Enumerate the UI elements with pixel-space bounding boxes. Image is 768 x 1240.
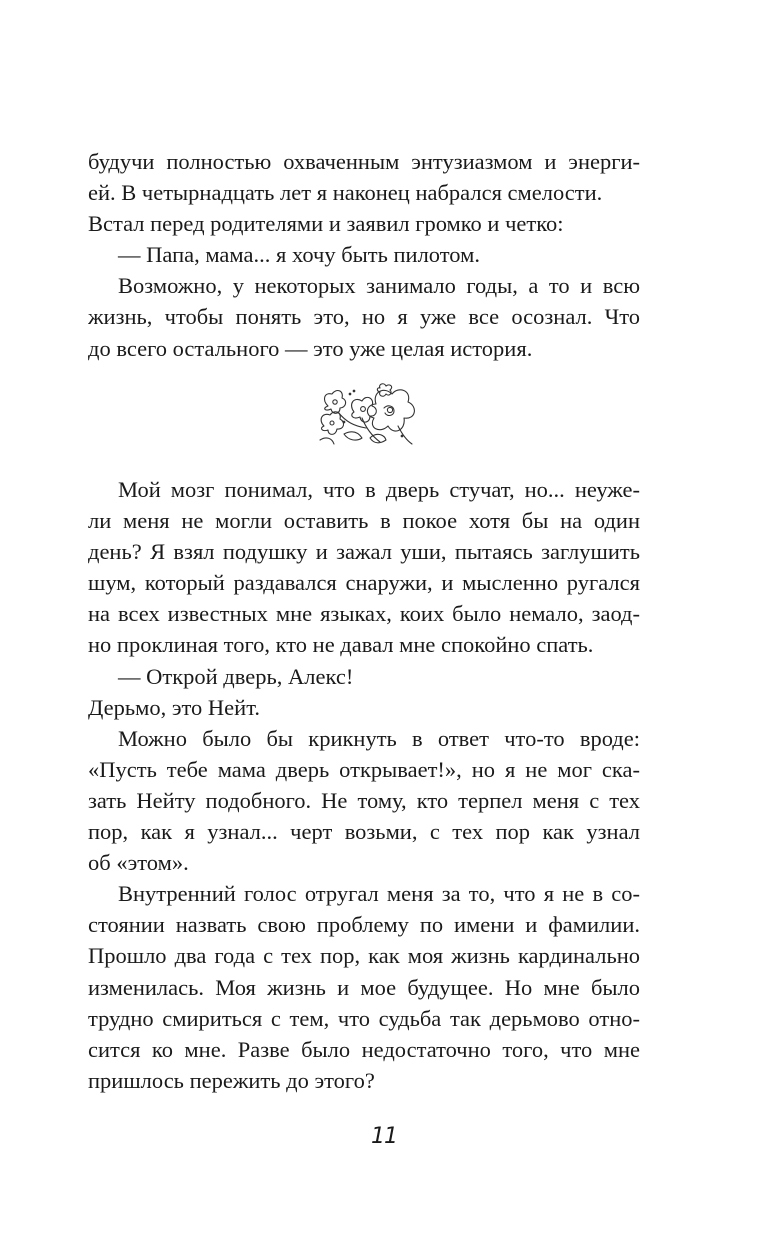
text-line: сится ко мне. Разве было недостаточно того, что мне <box>88 1036 640 1062</box>
text-line: трудно смириться с тем, что судьба так дерьмово отно- <box>88 1005 640 1031</box>
text-line: — Папа, мама... я хочу быть пилотом. <box>118 242 480 268</box>
text-line: день? Я взял подушку и зажал уши, пытаясь заглушить <box>88 539 640 565</box>
text-line: об «этом». <box>88 850 189 876</box>
text-line: до всего остального — это уже целая история. <box>88 335 533 361</box>
text-line: изменилась. Моя жизнь и мое будущее. Но мне было <box>88 974 640 1000</box>
flower-ornament-icon <box>314 382 420 452</box>
text-line: на всех известных мне языках, коих было немало, заод- <box>88 601 640 627</box>
text-line: шум, который раздавался снаружи, и мысленно ругался <box>88 570 640 596</box>
text-line: «Пусть тебе мама дверь открывает!», но я не мог ска- <box>88 756 640 782</box>
text-line: ей. В четырнадцать лет я наконец набрался смелости. <box>88 180 603 206</box>
page-number: 11 <box>371 1124 397 1149</box>
text-line: Встал перед родителями и заявил громко и четко: <box>88 211 564 237</box>
text-line: Внутренний голос отругал меня за то, что я не в со- <box>118 881 640 907</box>
text-line: но проклиная того, кто не давал мне спокойно спать. <box>88 632 594 658</box>
text-line: жизнь, чтобы понять это, но я уже все осознал. Что <box>88 304 640 330</box>
text-line: пришлось пережить до этого? <box>88 1067 375 1093</box>
text-line: ли меня не могли оставить в покое хотя бы на один <box>88 508 640 534</box>
text-line: стоянии назвать свою проблему по имени и фамилии. <box>88 912 640 938</box>
text-line: Мой мозг понимал, что в дверь стучат, но... неуже- <box>118 477 640 502</box>
text-block-2 <box>88 474 640 1096</box>
text-line: — Открой дверь, Алекс! <box>118 663 354 689</box>
text-line: Дерьмо, это Нейт. <box>88 694 260 720</box>
text-line: Прошло два года с тех пор, как моя жизнь кардинально <box>88 943 640 969</box>
text-block-1 <box>88 146 640 364</box>
text-line: пор, как я узнал... черт возьми, с тех пор как узнал <box>88 819 640 845</box>
text-line: Можно было бы крикнуть в ответ что-то вроде: <box>118 725 640 751</box>
text-line: будучи полностью охваченным энтузиазмом и энерги- <box>88 149 640 174</box>
text-line: зать Нейту подобного. Не тому, кто терпел меня с тех <box>88 787 640 813</box>
text-line: Возможно, у некоторых занимало годы, а то и всю <box>118 273 640 299</box>
